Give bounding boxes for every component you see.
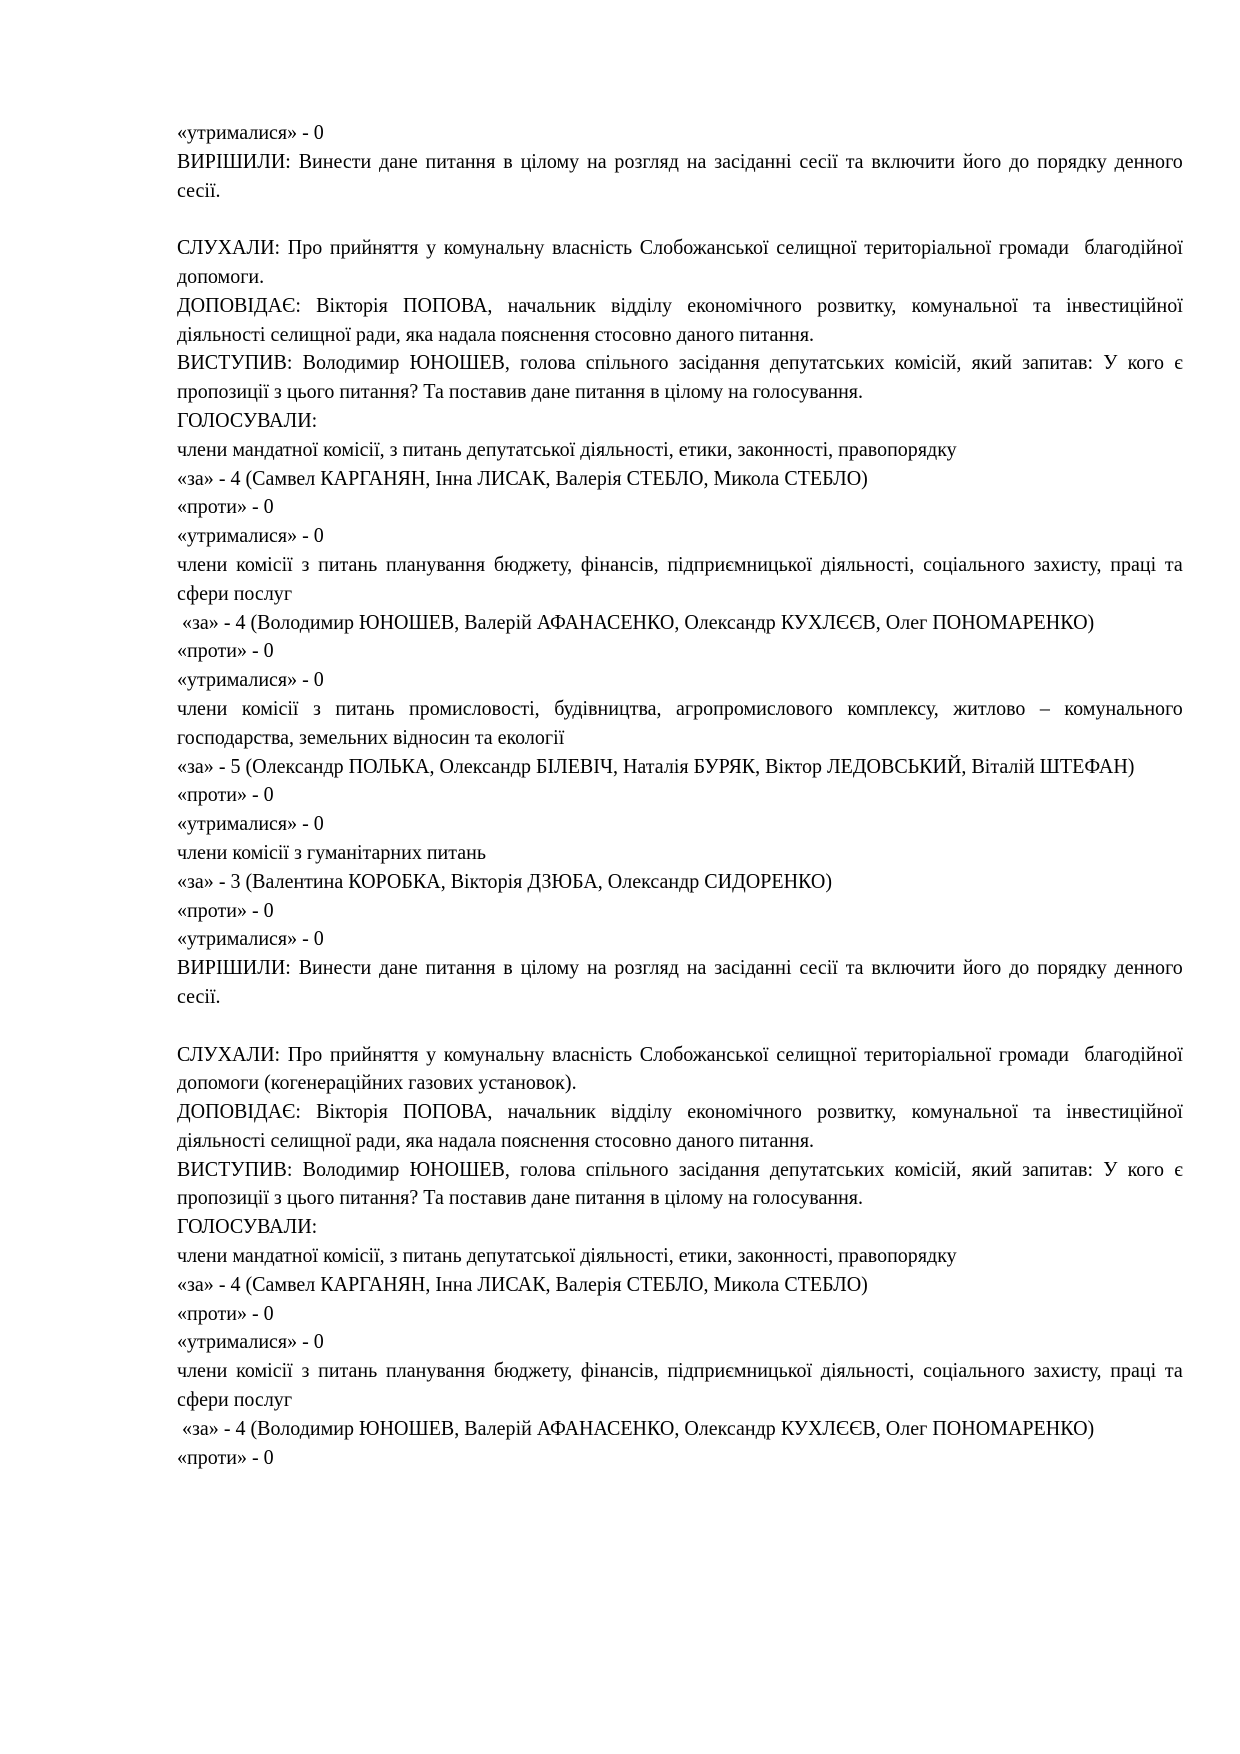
- heard-paragraph: СЛУХАЛИ: Про прийняття у комунальну власність Слобожанської селищної територіальної громади благодійної допомоги.: [177, 235, 1188, 288]
- committee-mandate: члени мандатної комісії, з питань депутатської діяльності, етики, законності, правопорядку: [177, 436, 957, 461]
- committee-budget: члени комісії з питань планування бюджету, фінансів, підприємницької діяльності, соціального захисту, праці та сфери послуг: [177, 551, 1188, 605]
- vote-for: «за» - 4 (Самвел КАРГАНЯН, Інна ЛИСАК, Валерія СТЕБЛО, Микола СТЕБЛО): [177, 465, 868, 490]
- vote-abstained: «утрималися» - 0: [177, 811, 324, 836]
- vote-against: «проти» - 0: [177, 1300, 274, 1325]
- vote-against: «проти» - 0: [177, 782, 274, 807]
- heard-paragraph: СЛУХАЛИ: Про прийняття у комунальну власність Слобожанської селищної територіальної громади благодійної допомоги (когенераційних газових установок).: [177, 1041, 1188, 1095]
- vote-abstained: «утрималися» - 0: [177, 523, 324, 548]
- vote-for: «за» - 5 (Олександр ПОЛЬКА, Олександр БІЛЕВІЧ, Наталія БУРЯК, Віктор ЛЕДОВСЬКИЙ, Віталій ШТЕФАН): [177, 753, 1135, 778]
- vote-for: «за» - 4 (Володимир ЮНОШЕВ, Валерій АФАНАСЕНКО, Олександр КУХЛЄЄВ, Олег ПОНОМАРЕНКО): [177, 609, 1095, 634]
- voted-heading: ГОЛОСУВАЛИ:: [177, 407, 318, 432]
- document-page: [177, 118, 1188, 1471]
- section-cogeneration-acceptance: [177, 1040, 1188, 1472]
- vote-for: «за» - 4 (Володимир ЮНОШЕВ, Валерій АФАНАСЕНКО, Олександр КУХЛЄЄВ, Олег ПОНОМАРЕНКО): [177, 1415, 1095, 1440]
- section-charity-acceptance: [177, 233, 1188, 1011]
- vote-abstained: «утрималися» - 0: [177, 667, 324, 692]
- reporter-paragraph: ДОПОВІДАЄ: Вікторія ПОПОВА, начальник відділу економічного розвитку, комунальної та інвестиційної діяльності селищної ради, яка надала пояснення стосовно даного питання.: [177, 292, 1188, 346]
- committee-mandate: члени мандатної комісії, з питань депутатської діяльності, етики, законності, правопорядку: [177, 1243, 957, 1268]
- vote-against: «проти» - 0: [177, 1444, 274, 1469]
- decision-paragraph: ВИРІШИЛИ: Винести дане питання в цілому на розгляд на засіданні сесії та включити його до порядку денного сесії.: [177, 148, 1188, 202]
- reporter-paragraph: ДОПОВІДАЄ: Вікторія ПОПОВА, начальник відділу економічного розвитку, комунальної та інвестиційної діяльності селищної ради, яка надала пояснення стосовно даного питання.: [177, 1099, 1188, 1152]
- committee-humanitarian: члени комісії з гуманітарних питань: [177, 839, 486, 864]
- vote-against: «проти» - 0: [177, 494, 274, 519]
- vote-against: «проти» - 0: [177, 638, 274, 663]
- vote-abstained: «утрималися» - 0: [177, 1329, 324, 1354]
- vote-abstained: «утрималися» - 0: [177, 926, 324, 951]
- speaker-paragraph: ВИСТУПИВ: Володимир ЮНОШЕВ, голова спільного засідання депутатських комісій, який запитав: У кого є пропозиції з цього питання? Та поставив дане питання в цілому на голосування.: [177, 1156, 1188, 1210]
- committee-budget: члени комісії з питань планування бюджету, фінансів, підприємницької діяльності, соціального захисту, праці та сфери послуг: [177, 1358, 1188, 1412]
- vote-abstained: «утрималися» - 0: [177, 120, 324, 144]
- vote-for: «за» - 4 (Самвел КАРГАНЯН, Інна ЛИСАК, Валерія СТЕБЛО, Микола СТЕБЛО): [177, 1271, 868, 1296]
- speaker-paragraph: ВИСТУПИВ: Володимир ЮНОШЕВ, голова спільного засідання депутатських комісій, який запитав: У кого є пропозиції з цього питання? Та поставив дане питання в цілому на голосування.: [177, 350, 1188, 404]
- committee-industry: члени комісії з питань промисловості, будівництва, агропромислового комплексу, житлово – комунального господарства, земельних відносин та екології: [177, 695, 1188, 749]
- decision-paragraph: ВИРІШИЛИ: Винести дане питання в цілому на розгляд на засіданні сесії та включити його до порядку денного сесії.: [177, 955, 1188, 1008]
- vote-for: «за» - 3 (Валентина КОРОБКА, Вікторія ДЗЮБА, Олександр СИДОРЕНКО): [177, 868, 833, 893]
- vote-against: «проти» - 0: [177, 897, 274, 922]
- paragraph-gap: [177, 204, 1183, 233]
- voted-heading: ГОЛОСУВАЛИ:: [177, 1214, 318, 1239]
- paragraph-gap: [177, 1011, 1183, 1040]
- section-previous-tail: [177, 118, 1188, 204]
